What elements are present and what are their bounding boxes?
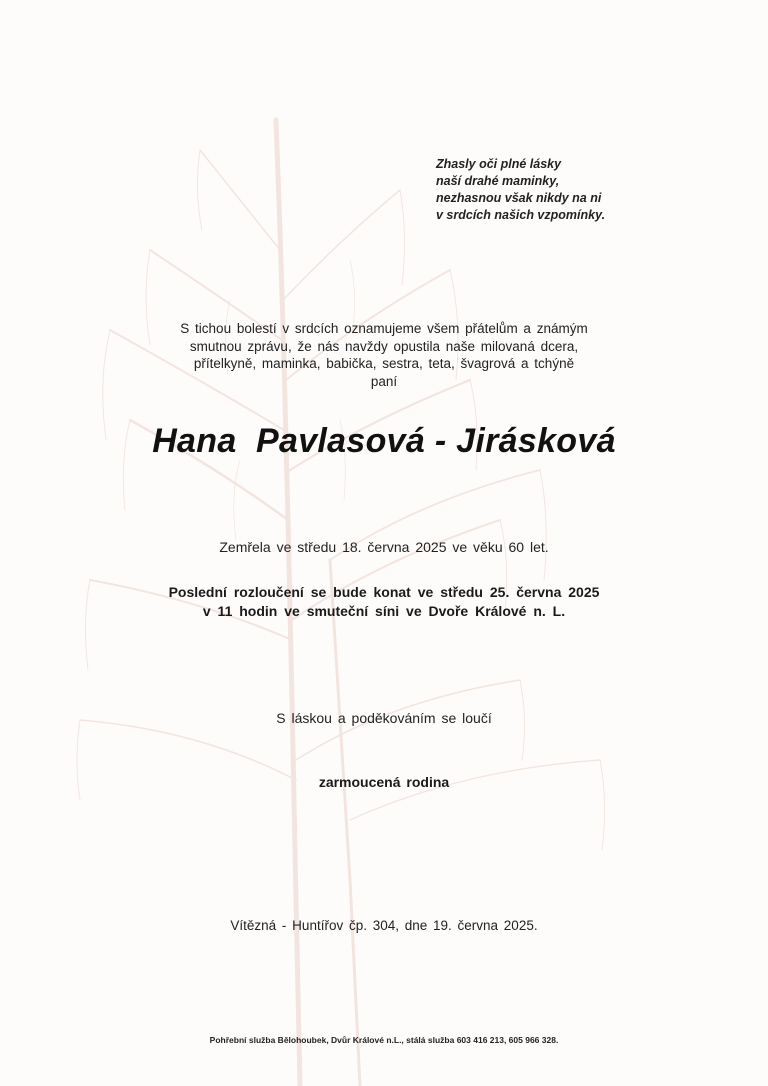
- death-info: Zemřela ve středu 18. června 2025 ve věku 60 let.: [219, 539, 549, 555]
- announcement-text: [100, 320, 668, 390]
- announcement-line: smutnou zprávu, že nás navždy opustila naše milovaná dcera,: [189, 338, 579, 354]
- place-date: Vítězná - Huntířov čp. 304, dne 19. června 2025.: [230, 918, 538, 933]
- funeral-line: v 11 hodin ve smuteční síni ve Dvoře Králové n. L.: [202, 603, 566, 619]
- deceased-name: Hana Pavlasová - Jirásková: [152, 422, 616, 460]
- announcement-line: S tichou bolestí v srdcích oznamujeme všem přátelům a známým: [180, 321, 588, 336]
- motto-line: v srdcích našich vzpomínky.: [436, 208, 606, 222]
- motto-line: Zhasly oči plné lásky: [436, 157, 562, 171]
- motto-line: nezhasnou však nikdy na ni: [436, 191, 602, 205]
- funeral-info: [0, 583, 768, 621]
- announcement-line: přítelkyně, maminka, babička, sestra, teta, švagrová a tchýně: [193, 356, 575, 371]
- funeral-line: Poslední rozloučení se bude konat ve středu 25. června 2025: [168, 584, 600, 600]
- thanks-text: S láskou a poděkováním se loučí: [276, 710, 492, 726]
- funeral-service-footer: Pohřební služba Bělohoubek, Dvůr Králové n.L., stálá služba 603 416 213, 605 966 328.: [209, 1035, 559, 1045]
- signature: zarmoucená rodina: [318, 774, 450, 790]
- announcement-line: paní: [370, 373, 398, 389]
- motto-line: naší drahé maminky,: [436, 174, 560, 188]
- motto-verse: [436, 156, 605, 224]
